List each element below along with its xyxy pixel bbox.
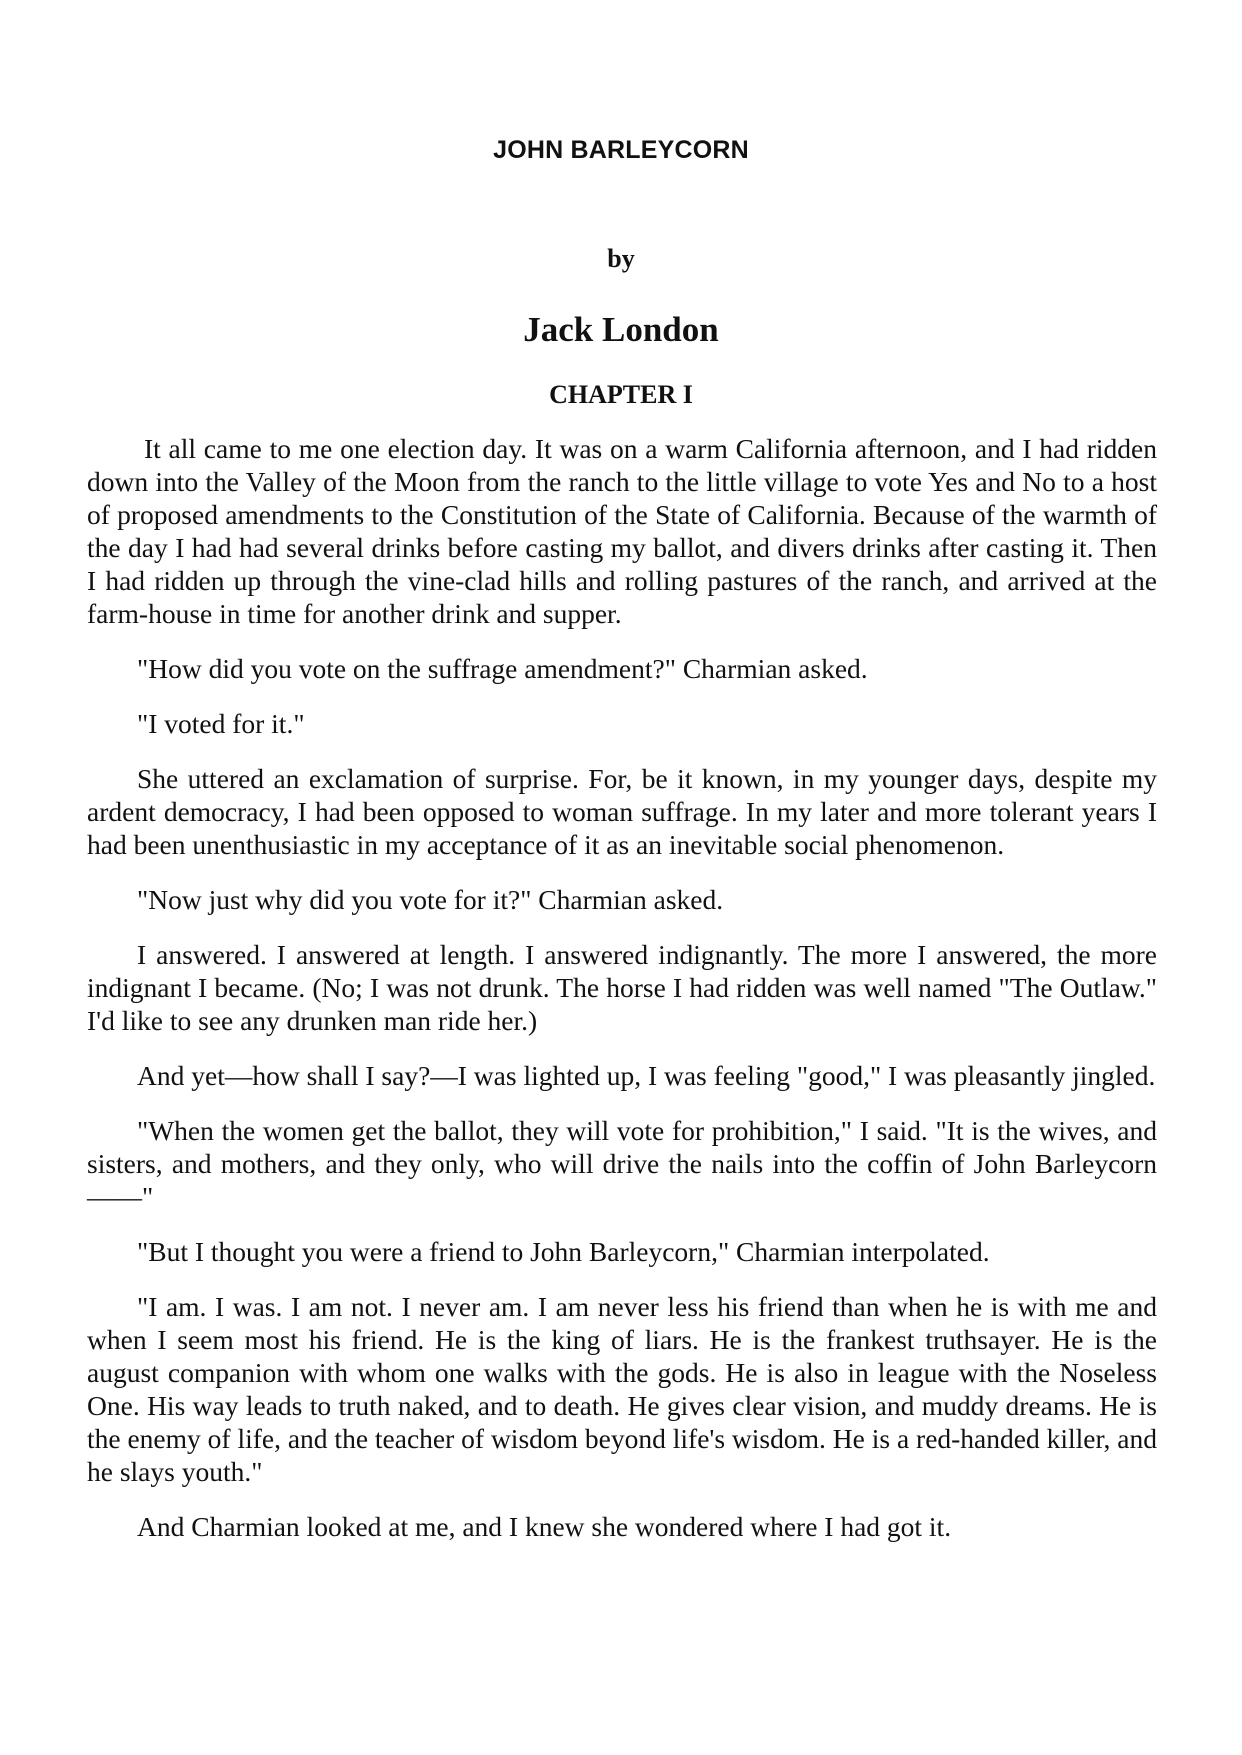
paragraph: And Charmian looked at me, and I knew she wondered where I had got it. [137,1511,952,1542]
chapter-body [87,432,1157,1565]
paragraph: "I voted for it." [137,708,305,739]
book-title: JOHN BARLEYCORN [493,136,749,164]
author-name: Jack London [523,310,719,349]
paragraph: I answered. I answered at length. I answered indignantly. The more I answered, the more indignant I became. (No; I was not drunk. The horse I had ridden was well named "The Outlaw." I'd like to see any drunken man ride her.) [87,939,1157,1036]
paragraph: "How did you vote on the suffrage amendment?" Charmian asked. [137,653,868,684]
chapter-heading: CHAPTER I [549,380,693,409]
paragraph: It all came to me one election day. It was on a warm California afternoon, and I had ridden down into the Valley of the Moon from the ranch to the little village to vote Yes and No to a host of proposed amendments to the Constitution of the State of California. Because of the warmth of the day I had had several drinks before casting my ballot, and divers drinks after casting it. Then I had ridden up through the vine-clad hills and rolling pastures of the ranch, and arrived at the farm-house in time for another drink and supper. [87,433,1157,629]
paragraph: "When the women get the ballot, they will vote for prohibition," I said. "It is the wives, and sisters, and mothers, and they only, who will drive the nails into the coffin of John Barleycorn——" [87,1115,1157,1212]
byline-label: by [607,244,635,273]
paragraph: "Now just why did you vote for it?" Charmian asked. [137,884,724,915]
paragraph: And yet—how shall I say?—I was lighted up, I was feeling "good," I was pleasantly jingled. [137,1060,1156,1091]
paragraph: "I am. I was. I am not. I never am. I am never less his friend than when he is with me and when I seem most his friend. He is the king of liars. He is the frankest truthsayer. He is the august companion with whom one walks with the gods. He is also in league with the Noseless One. His way leads to truth naked, and to death. He gives clear vision, and muddy dreams. He is the enemy of life, and the teacher of wisdom beyond life's wisdom. He is a red-handed killer, and he slays youth." [87,1291,1157,1487]
paragraph: She uttered an exclamation of surprise. For, be it known, in my younger days, despite my ardent democracy, I had been opposed to woman suffrage. In my later and more tolerant years I had been unenthusiastic in my acceptance of it as an inevitable social phenomenon. [87,763,1157,860]
paragraph: "But I thought you were a friend to John Barleycorn," Charmian interpolated. [137,1236,990,1267]
